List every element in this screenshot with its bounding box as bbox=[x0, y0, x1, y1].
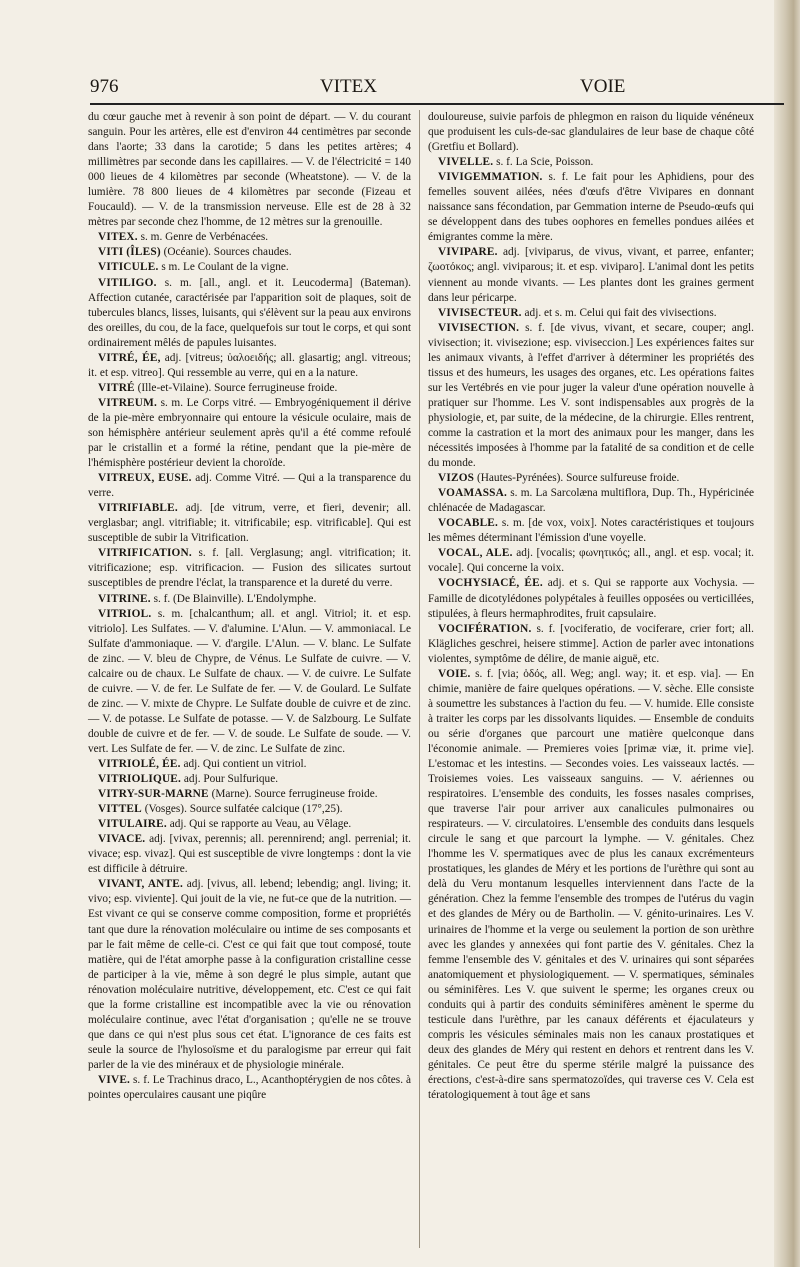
entry-text: s. f. [via; ὁδός, all. Weg; angl. way; it. et esp. via]. — En chimie, manière de faire quelques opérations. — V. sèche. Elle consiste à soumettre les substances à l'action du feu. — V. humide. Elle consiste à traiter les corps par les dissolvants liquides. — Ensemble de conduits ou série d'organes que parcourt une matière quelconque dans l'économie animale. — Premieres voies [primæ viæ, it. prime vie]. L'estomac et les intestins. — Secondes voies. Les vaisseaux lactés. — Troisiemes voies. Les vaisseaux sanguins. — V. aériennes ou respiratoires. L'ensemble des conduits, les fosses nasales comprises, que traverse l'air pour arriver aux canalicules pulmonaires ou respirateurs. — V. circulatoires. L'ensemble des conduits dans lesquels circule le sang et que parcourt la lymphe. — V. génitales. Chez l'homme les V. spermatiques avec de plus les canaux excrémenteurs prostatiques, les glandes de Méry et les portions de l'urèthre qui sont au delà du Veru montanum lesquelles interviennent dans l'acte de la génération. Chez la femme l'ensemble des trompes de l'utérus du vagin et des glandes de Méry ou de Bartholin. — V. génito-urinaires. Les V. urinaires de l'homme et la verge ou seulement la portion de son urèthre avec les glandes y annexées qui font partie des V. génitales. Chez la femme l'ensemble des V. génitales et des V. urinaires qui sont séparées anatomiquement et physiologiquement. — V. spermatiques, séminales ou séminifères. Les V. que suivent le sperme; les organes creux ou conduits qui à partir des conduits séminifères amènent le sperme du testicule dans l'urèthre, par les canaux déférents et éjaculateurs y compris les vésicules séminales mais non les canaux prostatiques et deux des glandes de Méry qui restent en dehors et rentrent dans les V. génitales. Ce peut être du sperme stérile malgré la puissance des érections, c'est-à-dire sans spermatozoïdes, qui traverse ces V. Cela est tératologiquement à tout âge et sans bbox=[428, 667, 754, 1102]
entry-text: s. m. Genre de Verbénacées. bbox=[140, 231, 269, 244]
entry-text: s. m. [de vox, voix]. Notes caractéristiques et toujours les mêmes déterminant l'émission d'une voyelle. bbox=[428, 517, 754, 545]
entry-headword: VIVELLE. bbox=[438, 156, 494, 169]
entry-text: s. f. [all. Verglasung; angl. vitrification; it. vitrificazione; esp. vitrificacion. — Fusion des silicates surtout susceptibles de prendre l'éclat, la transparence et la dureté du verre. bbox=[88, 547, 412, 590]
dictionary-entry bbox=[88, 396, 411, 471]
page-number: 976 bbox=[90, 76, 119, 97]
entry-headword: VITI (ÎLES) bbox=[98, 246, 161, 259]
entry-headword: VITEX. bbox=[98, 231, 138, 244]
entry-headword: VITRIOLÉ, ÉE. bbox=[98, 758, 181, 771]
entry-headword: VITRY-SUR-MARNE bbox=[98, 788, 209, 801]
dictionary-entry bbox=[88, 1073, 411, 1103]
dictionary-entry bbox=[428, 576, 754, 621]
entry-text: s. f. Le fait pour les Aphidiens, pour des femelles souvent ailées, nées d'œufs d'être Vivipares en donnant naissance sans fécondation, par Gemmation interne de Pseudo-œufs qui se développent dans des tubes oophores en femelles pondues ailées et émigrantes comme la mère. bbox=[428, 171, 754, 244]
entry-text: du cœur gauche met à revenir à son point de départ. — V. du courant sanguin. Pour les artères, elle est d'environ 44 centimètres par seconde dans l'aorte; 33 dans la carotide; 5 dans les petites artères; 4 millimètres par seconde dans les capillaires. — V. de l'électricité = 140 000 lieues de 4 kilomètres par seconde (Wheatstone). — V. de la lumière. 78 800 lieues de 4 kilomètres par seconde (Fizeau et Foucauld). — V. de la transmission nerveuse. Elle est de 28 à 32 mètres par seconde chez l'homme, de 12 mètres sur la grenouille. bbox=[88, 111, 411, 229]
dictionary-entry bbox=[428, 155, 754, 170]
entry-text: (Ille-et-Vilaine). Source ferrugineuse froide. bbox=[137, 381, 338, 394]
entry-text: adj. Qui se rapporte au Veau, au Vêlage. bbox=[169, 818, 352, 831]
dictionary-entry bbox=[88, 110, 411, 230]
dictionary-entry bbox=[88, 546, 411, 591]
entry-headword: VIVISECTION. bbox=[438, 321, 520, 334]
entry-text: (Océanie). Sources chaudes. bbox=[163, 246, 292, 259]
entry-headword: VITRÉ, ÉE, bbox=[98, 351, 161, 364]
entry-headword: VITRIOL. bbox=[98, 607, 152, 620]
dictionary-entry bbox=[88, 802, 411, 817]
header-rule bbox=[90, 103, 784, 105]
dictionary-entry bbox=[88, 817, 411, 832]
dictionary-entry bbox=[88, 471, 411, 501]
entry-text: s. m. Le Corps vitré. — Embryogéniquement il dérive de la pie-mère embryonnaire qui entoure la vésicule oculaire, mais de son hémisphère antérieur seulement après qu'il a été comme refoulé par le cristallin et a formé la rétine, pendant que la pie-mère de l'hémisphère postérieur devient la choroïde. bbox=[88, 396, 411, 470]
dictionary-entry bbox=[88, 230, 411, 245]
dictionary-entry bbox=[88, 772, 411, 787]
entry-text: s. f. Le Trachinus draco, L., Acanthoptérygien de nos côtes. à pointes operculaires causant une piqûre bbox=[88, 1074, 411, 1102]
dictionary-entry bbox=[428, 486, 754, 516]
entry-headword: VITTEL bbox=[98, 803, 142, 816]
dictionary-entry bbox=[428, 622, 754, 667]
entry-headword: VOAMASSA. bbox=[438, 487, 508, 500]
left-column bbox=[88, 110, 411, 1103]
entry-text: adj. [de vitrum, verre, et fieri, devenir; all. verglasbar; angl. vitrifiable; it. vitrificabile; esp. vitrificable]. Qui est susceptible de subir la Vitrification. bbox=[88, 502, 411, 545]
running-header bbox=[90, 76, 742, 102]
dictionary-entry bbox=[88, 787, 411, 802]
entry-text: adj. et s. Qui se rapporte aux Vochysia. — Famille de dicotylédones polypétales à feuilles opposées ou verticillées, stipulées, à fleurs hermaphrodites, fruit capsulaire. bbox=[428, 577, 754, 620]
entry-text: (Hautes-Pyrénées). Source sulfureuse froide. bbox=[477, 472, 680, 485]
entry-text: (Vosges). Source sulfatée calcique (17°,25). bbox=[144, 803, 343, 816]
dictionary-entry bbox=[428, 110, 754, 155]
dictionary-entry bbox=[88, 832, 411, 877]
entry-headword: VITICULE. bbox=[98, 261, 159, 274]
entry-headword: VOCIFÉRATION. bbox=[438, 622, 532, 635]
entry-headword: VOCAL, ALE. bbox=[438, 547, 513, 560]
entry-text: s. f. [de vivus, vivant, et secare, couper; angl. vivisection; it. vivisezione; esp. viviseccion.] Les expériences faites sur les animaux vivants, à l'effet d'arriver à déterminer les propriétés des tissus et des humeurs, les usages des organes, etc. Les opérations faites sur les Vertébrés en vie pour juger la valeur d'une opération nouvelle à pratiquer sur l'homme. Les V. sont indispensables aux progrès de la physiologie, et, par suite, de la médecine, de la chirurgie. Elles rentrent, comme la castration et la mort des animaux pour les manger, dans les nécessités imposées à l'homme par la fatalité de sa condition et de celle du monde. bbox=[428, 321, 754, 470]
dictionary-entry bbox=[428, 170, 754, 245]
dictionary-entry bbox=[88, 245, 411, 260]
entry-text: s. m. [all., angl. et it. Leucoderma] (Bateman). Affection cutanée, caractérisée par l'apparition soit de plaques, soit de tubercules blancs, lisses, luisants, qui s'élèvent sur la peau aux environs des oreilles, du cou, de la face, quelquefois sur tout le corps, et qui sont ordinairement mêlés de papules luisantes. bbox=[88, 276, 411, 349]
entry-text: adj. [viviparus, de vivus, vivant, et parree, enfanter; ζωοτόκος; angl. viviparous; it. et esp. viviparo]. L'animal dont les petits viennent au monde vivants. — Les plantes dont les graines germent dans leur péricarpe. bbox=[428, 246, 754, 304]
entry-text: adj. Qui contient un vitriol. bbox=[183, 758, 307, 771]
entry-headword: VIVIPARE. bbox=[438, 246, 498, 259]
page-edge-shadow bbox=[774, 0, 800, 1267]
entry-headword: VITRIFICATION. bbox=[98, 547, 192, 560]
entry-text: (Marne). Source ferrugineuse froide. bbox=[211, 788, 378, 801]
entry-headword: VOIE. bbox=[438, 667, 471, 680]
entry-text: adj. et s. m. Celui qui fait des vivisections. bbox=[524, 306, 717, 319]
dictionary-entry bbox=[88, 607, 411, 757]
entry-text: s. f. La Scie, Poisson. bbox=[496, 156, 594, 169]
entry-headword: VITRINE. bbox=[98, 592, 151, 605]
entry-headword: VIVACE. bbox=[98, 833, 146, 846]
entry-headword: VIVE. bbox=[98, 1074, 131, 1086]
entry-text: adj. [vivax, perennis; all. perennirend; angl. perrenial; it. vivace; esp. vivaz]. Qui est susceptible de vivre longtemps : dont la vie est difficile à détruire. bbox=[88, 833, 411, 876]
dictionary-entry bbox=[88, 877, 411, 1073]
entry-headword: VOCHYSIACÉ, ÉE. bbox=[438, 577, 543, 590]
dictionary-entry bbox=[428, 546, 754, 576]
entry-headword: VITILIGO. bbox=[98, 276, 157, 289]
entry-text: s. f. [vociferatio, de vociferare, crier fort; all. Klägliches geschrei, heisere stimme]. Action de parler avec intonations violentes, symptôme de délire, de manie aiguë, etc. bbox=[428, 622, 754, 665]
entry-text: douloureuse, suivie parfois de phlegmon en raison du liquide vénéneux que produisent les culs-de-sac glandulaires de leur base de chaque côté (Gretfiu et Bollard). bbox=[428, 111, 754, 154]
entry-headword: VITREUM. bbox=[98, 396, 158, 409]
dictionary-entry bbox=[88, 592, 411, 607]
entry-text: adj. [vitreus; ὑαλοειδής; all. glasartig; angl. vitreous; it. et esp. vitreo]. Qui ressemble au verre, qui en a la nature. bbox=[88, 351, 411, 379]
entry-headword: VITULAIRE. bbox=[98, 818, 167, 831]
entry-headword: VIZOS bbox=[438, 472, 475, 485]
dictionary-entry bbox=[428, 667, 754, 1103]
right-column bbox=[428, 110, 754, 1103]
entry-headword: VIVIGEMMATION. bbox=[438, 171, 543, 184]
right-running-word: VOIE bbox=[580, 76, 626, 97]
entry-text: adj. Comme Vitré. — Qui a la transparence du verre. bbox=[88, 472, 411, 500]
dictionary-entry bbox=[88, 260, 411, 275]
column-separator bbox=[419, 110, 420, 1248]
entry-headword: VOCABLE. bbox=[438, 517, 499, 530]
dictionary-entry bbox=[428, 471, 754, 486]
dictionary-entry bbox=[428, 516, 754, 546]
dictionary-entry bbox=[428, 245, 754, 305]
entry-headword: VITRIOLIQUE. bbox=[98, 773, 182, 786]
left-running-word: VITEX bbox=[320, 76, 377, 97]
entry-text: s. m. [chalcanthum; all. et angl. Vitriol; it. et esp. vitriolo]. Les Sulfates. — V. d'alumine. L'Alun. — V. ammoniacal. Le Sulfate d'ammoniaque. — V. d'argile. L'Alun. — V. blanc. Le Sulfate de zinc. — V. bleu de Chypre, de Vénus. Le Sulfate de cuivre. — V. calcaire ou de chaux. Le Sulfate de chaux. — V. de cuivre. Le Sulfate de cuivre. — V. de fer. Le Sulfate de fer. — V. de Goulard. Le Sulfate de zinc. — V. mixte de Chypre. Le Sulfate double de cuivre et de zinc. — V. de potasse. Le Sulfate de potasse. — V. de Salzbourg. Le Sulfate double de cuivre et de fer. — V. de soude. Le Sulfate de soude. — V. vert. Les Sulfate de fer. — V. de zinc. Le Sulfate de zinc. bbox=[88, 607, 411, 755]
entry-text: adj. [vocalis; φωνητικός; all., angl. et esp. vocal; it. vocale]. Qui concerne la voix. bbox=[428, 547, 754, 575]
dictionary-entry bbox=[88, 276, 411, 351]
dictionary-entry bbox=[88, 351, 411, 381]
entry-text: s. m. La Sarcolæna multiflora, Dup. Th., Hypéricinée chlénacée de Madagascar. bbox=[428, 487, 755, 515]
entry-headword: VITRIFIABLE. bbox=[98, 502, 178, 515]
dictionary-entry bbox=[88, 757, 411, 772]
entry-text: s. f. (De Blainville). L'Endolymphe. bbox=[153, 592, 317, 605]
dictionary-entry bbox=[428, 321, 754, 471]
dictionary-entry bbox=[88, 381, 411, 396]
entry-text: s m. Le Coulant de la vigne. bbox=[161, 261, 289, 274]
entry-text: adj. [vivus, all. lebend; lebendig; angl. living; it. vivo; esp. viviente]. Qui jouit de la vie, ne fut-ce que de la nutrition. — Est vivant ce qui se conserve comme composition, forme et propriétés tant que dure la rénovation moléculaire ou intime de ses composants et par le fait même de celle-ci. C'est ce qui fait que tout composé, toute matière, qui de l'état amorphe passe à la configuration cristalline cesse de participer à la vie, même à son degré le plus simple, autant que rénovation moléculaire nutritive, développement, etc. C'est ce qui fait que la forme cristalline est incompatible avec la vie ou rénovation moléculaire continue, avec l'état d'organisation ; qu'elle ne se trouve que dans ce qui n'est plus sous cet état. L'ignorance de ces faits est seule la source de l'hylosoïsme et du paralogisme par erreur qui fait parler de la vie des minéraux et de physiologie minérale. bbox=[88, 878, 411, 1071]
dictionary-entry bbox=[88, 501, 411, 546]
entry-headword: VIVISECTEUR. bbox=[438, 306, 522, 319]
dictionary-entry bbox=[428, 306, 754, 321]
entry-text: adj. Pour Sulfurique. bbox=[183, 773, 279, 786]
entry-headword: VITRÉ bbox=[98, 381, 135, 394]
entry-headword: VITREUX, EUSE. bbox=[98, 472, 192, 485]
entry-headword: VIVANT, ANTE. bbox=[98, 878, 184, 891]
